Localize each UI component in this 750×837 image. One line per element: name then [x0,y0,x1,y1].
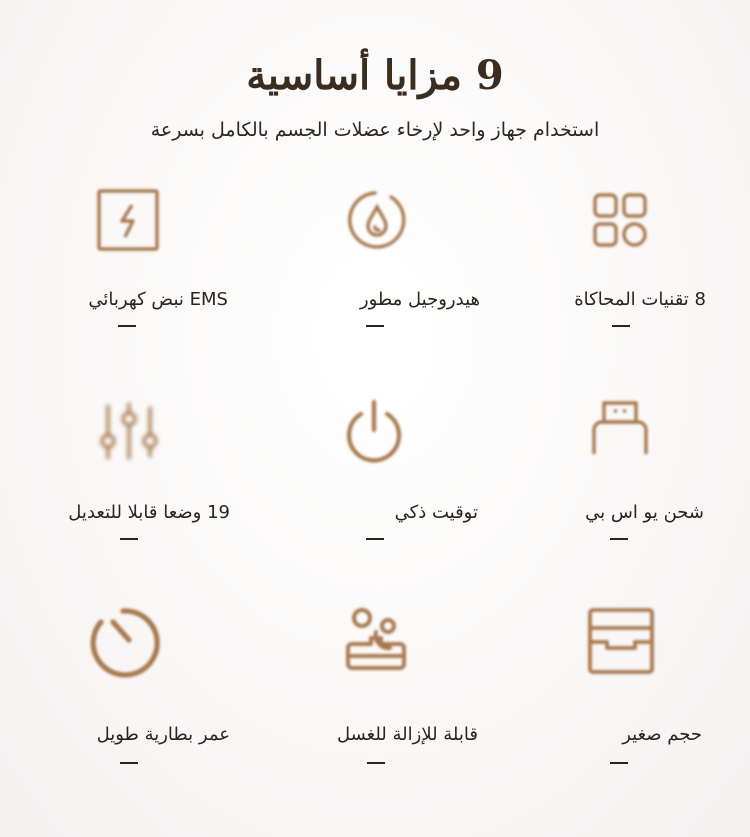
usb-plug-icon [582,396,658,472]
feature-adjustable-modes [0,396,240,596]
feature-label: عمر بطارية طويل [96,724,230,745]
feature-divider [366,325,384,327]
feature-simulation-techniques [470,183,710,383]
feature-divider [610,538,628,540]
feature-label: 8 تقنيات المحاكاة [574,289,706,310]
feature-divider [367,762,385,764]
feature-label: قابلة للإزالة للغسل [336,724,478,745]
feature-usb-charging [470,396,710,596]
feature-ems-pulse [0,183,240,383]
lightning-icon [91,183,167,259]
feature-label: هيدروجيل مطور [359,289,480,310]
feature-label: 19 وضعا قابلا للتعديل [68,502,230,523]
feature-label: توقيت ذكي [394,502,478,523]
feature-divider [366,538,384,540]
page-title: 9 مزايا أساسية [246,52,504,99]
feature-label: شحن يو اس بي [585,502,704,523]
feature-smart-timing [240,396,480,596]
timer-icon [89,604,165,680]
feature-label: EMS نبض كهربائي [88,289,228,310]
feature-hydrogel [240,183,480,383]
feature-washable [240,604,480,804]
feature-small-size [470,604,710,804]
feature-divider [120,538,138,540]
feature-label: حجم صغير [622,724,702,745]
washable-icon [338,604,414,680]
feature-battery-life [0,604,240,804]
water-drop-icon [339,183,415,259]
power-icon [335,396,411,472]
feature-divider [118,325,136,327]
page-subtitle: استخدام جهاز واحد لإرخاء عضلات الجسم بالكامل بسرعة [150,119,600,141]
box-icon [582,604,658,680]
feature-divider [612,325,630,327]
four-squares-icon [583,183,659,259]
feature-divider [120,762,138,764]
sliders-icon [91,396,167,472]
feature-divider [610,762,628,764]
